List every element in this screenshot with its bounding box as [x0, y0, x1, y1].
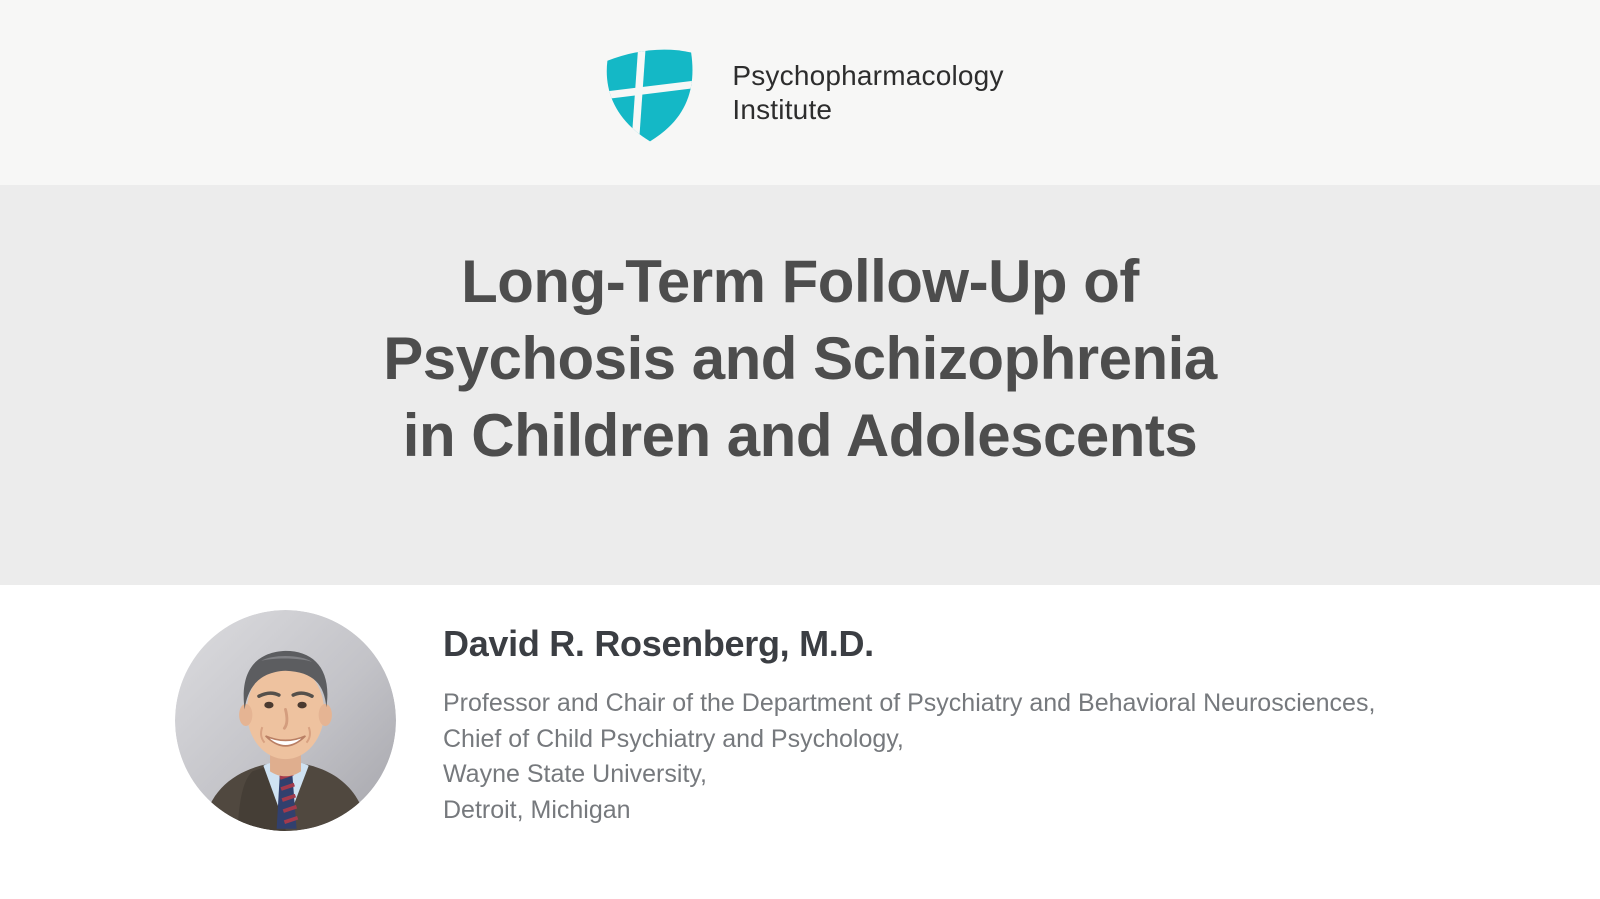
presenter-section [0, 585, 1600, 899]
shield-cross-icon [596, 41, 702, 145]
logo-text [732, 59, 1003, 127]
title-line-3: in Children and Adolescents [402, 402, 1198, 469]
title-band [0, 185, 1600, 585]
credential-line-3: Wayne State University, [443, 760, 707, 788]
credential-line-4: Detroit, Michigan [443, 795, 631, 824]
credential-line-1: Professor and Chair of the Department of Psychiatry and Behavioral Neurosciences, [443, 689, 1376, 717]
header [0, 0, 1600, 185]
title-line-1: Long-Term Follow-Up of [461, 248, 1139, 315]
logo [596, 41, 1003, 145]
presenter-credentials [443, 686, 1493, 828]
presenter-name: David R. Rosenberg, M.D. [443, 623, 874, 664]
logo-text-line1: Psychopharmacology [732, 59, 1004, 91]
logo-text-line2: Institute [732, 93, 833, 125]
slide-title [0, 243, 1600, 474]
presenter-photo [175, 610, 396, 831]
credential-line-2: Chief of Child Psychiatry and Psychology, [443, 724, 904, 753]
portrait-photo [175, 610, 396, 831]
presenter-info [443, 623, 1493, 828]
title-line-2: Psychosis and Schizophrenia [383, 325, 1217, 392]
